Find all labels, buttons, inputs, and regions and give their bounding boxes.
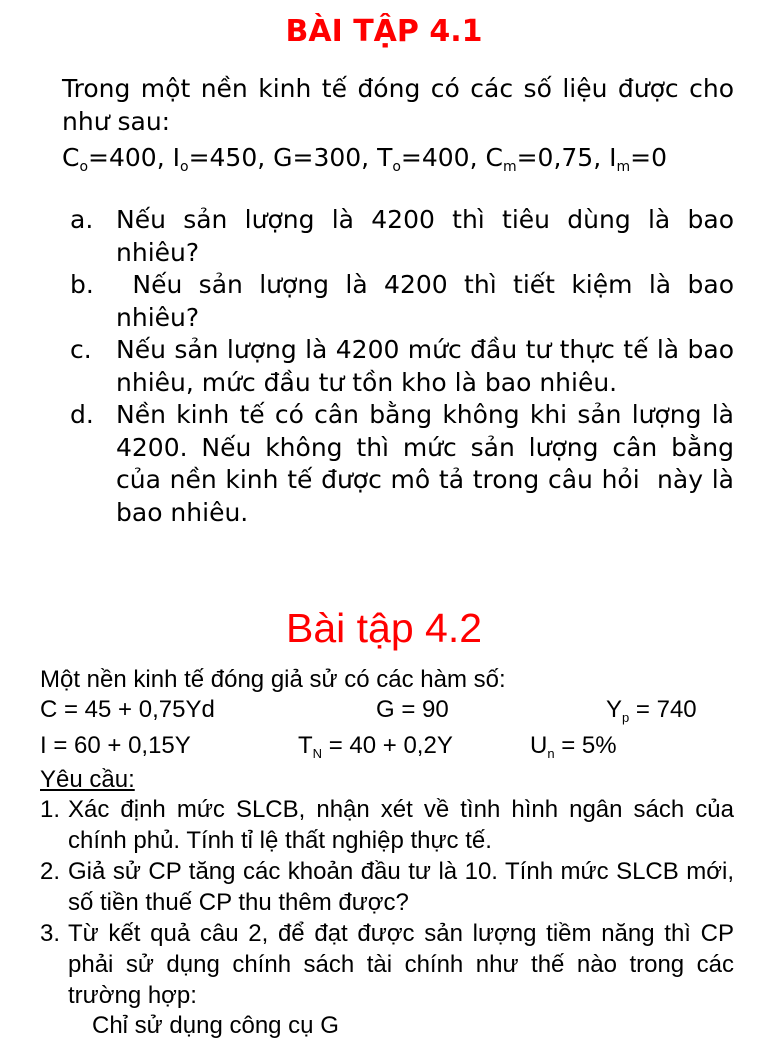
yp-value: = 740 (629, 696, 697, 723)
question-marker: a. (70, 205, 94, 234)
potential-output (606, 694, 697, 726)
sub-bullet: Chỉ sử dụng công cụ G (92, 1012, 339, 1039)
yp-subscript: p (622, 710, 630, 725)
cm-subscript: m (502, 159, 517, 175)
i-symbol: I (172, 143, 180, 172)
exercise-intro: Trong một nền kinh tế đóng có các số liệu được cho như sau: (62, 74, 734, 136)
question-marker: b. (70, 270, 94, 299)
question-text: Nền kinh tế có cân bằng không khi sản lượng là 4200. Nếu không thì mức sản lượng cân bằng của nền kinh tế được mô tả trong câu hỏi này là bao nhiêu. (116, 400, 742, 527)
list-item (40, 918, 734, 1011)
task-text: Giả sử CP tăng các khoản đầu tư là 10. Tính mức SLCB mới, số tiền thuế CP thu thêm được? (68, 858, 734, 916)
investment-function: I = 60 + 0,15Y (40, 732, 191, 759)
question-text: Nếu sản lượng là 4200 mức đầu tư thực tế là bao nhiêu, mức đầu tư tồn kho là bao nhiêu. (116, 335, 734, 397)
cm-value: =0,75, (516, 143, 610, 172)
task-text: Xác định mức SLCB, nhận xét về tình hình ngân sách của chính phủ. Tính tỉ lệ thất nghiệp thực tế. (68, 796, 734, 854)
un-value: = 5% (554, 732, 617, 759)
task-marker: 1. (40, 796, 61, 823)
requirements-label: Yêu cầu: (40, 766, 135, 793)
i-value: =450, G=300, (188, 143, 378, 172)
t-subscript: o (392, 159, 401, 175)
tn-subscript: N (312, 746, 323, 761)
task-marker: 2. (40, 858, 61, 885)
task-marker: 3. (40, 920, 61, 947)
question-marker: d. (70, 400, 94, 429)
task-text: Từ kết quả câu 2, để đạt được sản lượng tiềm năng thì CP phải sử dụng chính sách tài chính như thế nào trong các trường hợp: (68, 920, 734, 1009)
given-values (62, 141, 742, 175)
t-symbol: T (377, 143, 393, 172)
question-text: Nếu sản lượng là 4200 thì tiêu dùng là bao nhiêu? (116, 205, 734, 267)
question-list (70, 204, 742, 529)
exercise-title: Bài tập 4.2 (285, 605, 483, 651)
i-subscript: o (179, 159, 189, 175)
tax-function (298, 730, 453, 762)
government-spending: G = 90 (376, 696, 449, 723)
list-item (70, 399, 742, 529)
im-subscript: m (616, 159, 631, 175)
consumption-function: C = 45 + 0,75Yd (40, 696, 215, 723)
exercise-title: BÀI TẬP 4.1 (285, 14, 483, 49)
c-symbol: C (62, 143, 80, 172)
tn-value: = 40 + 0,2Y (322, 732, 453, 759)
task-list (40, 794, 734, 1011)
tn-symbol: T (298, 732, 313, 759)
question-text: Nếu sản lượng là 4200 thì tiết kiệm là bao nhiêu? (116, 270, 742, 332)
yp-symbol: Y (606, 696, 623, 723)
cm-symbol: C (485, 143, 503, 172)
list-item (40, 856, 734, 918)
question-marker: c. (70, 335, 92, 364)
un-symbol: U (530, 732, 548, 759)
im-value: =0 (630, 143, 667, 172)
list-item (40, 794, 734, 856)
c-value: =400, (88, 143, 173, 172)
list-item (70, 269, 742, 334)
c-subscript: o (79, 159, 89, 175)
t-value: =400, (400, 143, 486, 172)
un-subscript: n (547, 746, 555, 761)
list-item (70, 204, 734, 269)
im-symbol: I (609, 143, 617, 172)
list-item (70, 334, 734, 399)
exercise-intro: Một nền kinh tế đóng giả sử có các hàm số: (40, 666, 506, 693)
natural-unemployment (530, 730, 617, 762)
